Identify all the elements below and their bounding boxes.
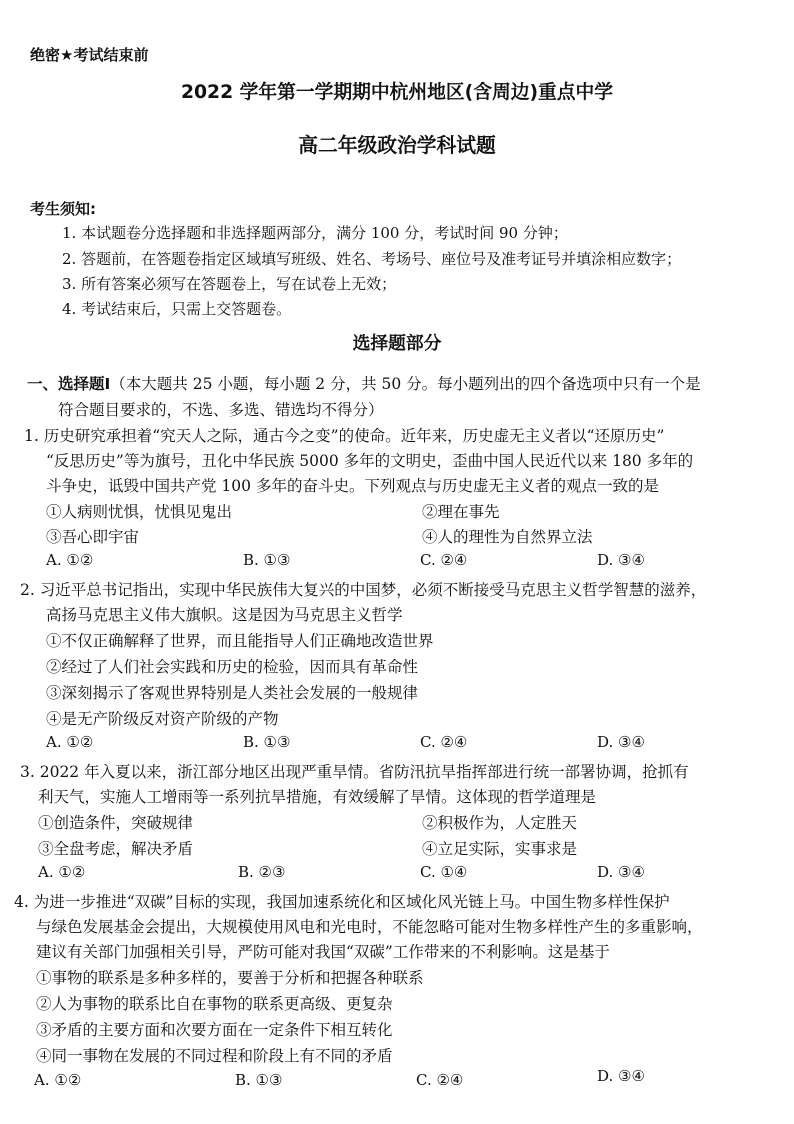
question-option: ②人为事物的联系比自在事物的联系更高级、更复杂 bbox=[36, 995, 393, 1013]
section-intro bbox=[27, 372, 701, 394]
answer-choice-b: B. ①③ bbox=[243, 551, 291, 569]
question-stem-line: 建议有关部门加强相关引导，严防可能对我国“双碳”工作带来的不利影响。这是基于 bbox=[36, 943, 610, 961]
notice-item: 1. 本试题卷分选择题和非选择题两部分，满分 100 分，考试时间 90 分钟； bbox=[62, 224, 568, 242]
question-stem-line: 高扬马克思主义伟大旗帜。这是因为马克思主义哲学 bbox=[46, 606, 403, 624]
answer-choice-d: D. ③④ bbox=[597, 551, 645, 569]
question-option: ④是无产阶级反对资产阶级的产物 bbox=[46, 710, 279, 728]
question-stem-line: 2. 习近平总书记指出，实现中华民族伟大复兴的中国梦，必须不断接受马克思主义哲学智慧的滋养， bbox=[20, 581, 707, 599]
answer-choice-b: B. ②③ bbox=[238, 863, 286, 881]
answer-choice-a: A. ①② bbox=[34, 1071, 82, 1089]
answer-choice-a: A. ①② bbox=[46, 551, 94, 569]
section-intro-label: 一、选择题Ⅰ bbox=[27, 375, 111, 393]
answer-choice-c: C. ①④ bbox=[420, 863, 468, 881]
question-option: ④同一事物在发展的不同过程和阶段上有不同的矛盾 bbox=[36, 1047, 393, 1065]
answer-choice-c: C. ②④ bbox=[416, 1071, 464, 1089]
question-option: ②积极作为，人定胜天 bbox=[422, 814, 578, 832]
section-intro-text: （本大题共 25 小题，每小题 2 分，共 50 分。每小题列出的四个备选项中只有一个是 bbox=[110, 375, 701, 393]
confidential-mark: 绝密★考试结束前 bbox=[30, 46, 149, 64]
question-option: ①不仅正确解释了世界，而且能指导人们正确地改造世界 bbox=[46, 632, 434, 650]
notice-heading: 考生须知: bbox=[30, 200, 96, 218]
answer-choice-d: D. ③④ bbox=[597, 733, 645, 751]
answer-choice-a: A. ①② bbox=[38, 863, 86, 881]
answer-choice-a: A. ①② bbox=[46, 733, 94, 751]
answer-choice-c: C. ②④ bbox=[420, 551, 468, 569]
answer-choice-c: C. ②④ bbox=[420, 733, 468, 751]
question-option: ①事物的联系是多种多样的，要善于分析和把握各种联系 bbox=[36, 969, 424, 987]
question-stem-line: 利天气，实施人工增雨等一系列抗旱措施，有效缓解了旱情。这体现的哲学道理是 bbox=[38, 788, 597, 806]
question-option: ②理在事先 bbox=[422, 503, 500, 521]
question-option: ④人的理性为自然界立法 bbox=[422, 528, 593, 546]
exam-subtitle: 高二年级政治学科试题 bbox=[298, 134, 496, 157]
notice-item: 3. 所有答案必须写在答题卷上，写在试卷上无效； bbox=[62, 275, 397, 293]
answer-choice-d: D. ③④ bbox=[597, 1067, 645, 1085]
question-stem-line: 与绿色发展基金会提出，大规模使用风电和光电时，不能忽略可能对生物多样性产生的多重影响， bbox=[36, 918, 703, 936]
answer-choice-b: B. ①③ bbox=[235, 1071, 283, 1089]
notice-item: 4. 考试结束后，只需上交答题卷。 bbox=[62, 300, 292, 318]
question-option: ①创造条件，突破规律 bbox=[38, 814, 194, 832]
exam-title: 2022 学年第一学期期中杭州地区(含周边)重点中学 bbox=[180, 82, 614, 103]
question-option: ③矛盾的主要方面和次要方面在一定条件下相互转化 bbox=[36, 1021, 393, 1039]
question-option: ④立足实际，实事求是 bbox=[422, 840, 578, 858]
question-option: ③深刻揭示了客观世界特别是人类社会发展的一般规律 bbox=[46, 684, 419, 702]
section-title: 选择题部分 bbox=[352, 334, 442, 354]
question-stem-line: 1. 历史研究承担着“究天人之际，通古今之变”的使命。近年来，历史虚无主义者以“还原历史” bbox=[24, 427, 665, 445]
question-option: ③吾心即宇宙 bbox=[46, 528, 140, 546]
question-option: ①人病则忧惧，忧惧见鬼出 bbox=[46, 503, 233, 521]
question-stem-line: 斗争史，诋毁中国共产党 100 多年的奋斗史。下列观点与历史虚无主义者的观点一致的是 bbox=[46, 477, 659, 495]
question-stem-line: “反思历史”等为旗号，丑化中华民族 5000 多年的文明史，歪曲中国人民近代以来 180 多年的 bbox=[46, 452, 694, 470]
answer-choice-b: B. ①③ bbox=[243, 733, 291, 751]
question-stem-line: 4. 为进一步推进“双碳”目标的实现，我国加速系统化和区域化风光链上马。中国生物多样性保护 bbox=[14, 893, 670, 911]
question-option: ②经过了人们社会实践和历史的检验，因而具有革命性 bbox=[46, 658, 419, 676]
notice-item: 2. 答题前，在答题卷指定区域填写班级、姓名、考场号、座位号及准考证号并填涂相应数字； bbox=[62, 250, 682, 268]
question-option: ③全盘考虑，解决矛盾 bbox=[38, 840, 194, 858]
section-intro-line2: 符合题目要求的，不选、多选、错选均不得分） bbox=[58, 401, 384, 419]
answer-choice-d: D. ③④ bbox=[597, 863, 645, 881]
question-stem-line: 3. 2022 年入夏以来，浙江部分地区出现严重旱情。省防汛抗旱指挥部进行统一部署协调，抢抓有 bbox=[20, 763, 689, 781]
